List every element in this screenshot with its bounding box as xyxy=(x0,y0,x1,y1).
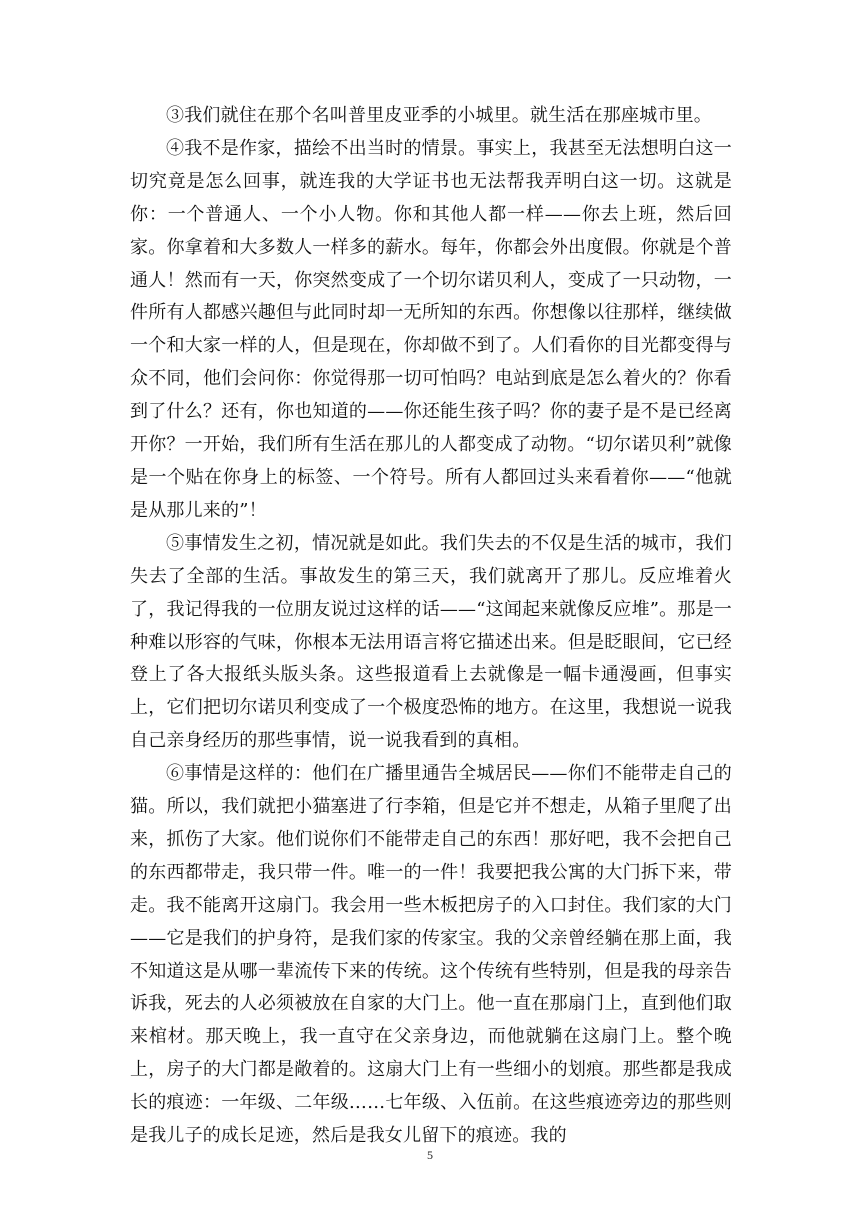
paragraph-6: ⑥事情是这样的：他们在广播里通告全城居民——你们不能带走自己的猫。所以，我们就把小猫塞进了行李箱，但是它并不想走，从箱子里爬了出来，抓伤了大家。他们说你们不能带走自己的东西！那好吧，我不会把自己的东西都带走，我只带一件。唯一的一件！我要把我公寓的大门拆下来，带走。我不能离开这扇门。我会用一些木板把房子的入口封住。我们家的大门——它是我们的护身符，是我们家的传家宝。我的父亲曾经躺在那上面，我不知道这是从哪一辈流传下来的传统。这个传统有些特别，但是我的母亲告诉我，死去的人必须被放在自家的大门上。他一直在那扇门上，直到他们取来棺材。那天晚上，我一直守在父亲身边，而他就躺在这扇门上。整个晚上，房子的大门都是敞着的。这扇大门上有一些细小的划痕。那些都是我成长的痕迹：一年级、二年级……七年级、入伍前。在这些痕迹旁边的那些则是我儿子的成长足迹，然后是我女儿留下的痕迹。我的 xyxy=(130,763,732,1147)
paragraph-4: ④我不是作家，描绘不出当时的情景。事实上，我甚至无法想明白这一切究竟是怎么回事，就连我的大学证书也无法帮我弄明白这一切。这就是你：一个普通人、一个小人物。你和其他人都一样——你去上班，然后回家。你拿着和大多数人一样多的薪水。每年，你都会外出度假。你就是个普通人！然而有一天，你突然变成了一个切尔诺贝利人，变成了一只动物，一件所有人都感兴趣但与此同时却一无所知的东西。你想像以往那样，继续做一个和大家一样的人，但是现在，你却做不到了。人们看你的目光都变得与众不同，他们会问你：你觉得那一切可怕吗？电站到底是怎么着火的？你看到了什么？还有，你也知道的——你还能生孩子吗？你的妻子是不是已经离开你？一开始，我们所有生活在那儿的人都变成了动物。“切尔诺贝利”就像是一个贴在你身上的标签、一个符号。所有人都回过头来看着你——“他就是从那儿来的”！ xyxy=(130,137,732,521)
page-number: 5 xyxy=(427,1148,433,1162)
body-text xyxy=(130,100,732,1153)
paragraph-5: ⑤事情发生之初，情况就是如此。我们失去的不仅是生活的城市，我们失去了全部的生活。事故发生的第三天，我们就离开了那儿。反应堆着火了，我记得我的一位朋友说过这样的话——“这闻起来就像反应堆”。那是一种难以形容的气味，你根本无法用语言将它描述出来。但是眨眼间，它已经登上了各大报纸头版头条。这些报道看上去就像是一幅卡通漫画，但事实上，它们把切尔诺贝利变成了一个极度恐怖的地方。在这里，我想说一说我自己亲身经历的那些事情，说一说我看到的真相。 xyxy=(130,532,732,752)
paragraph-3: ③我们就住在那个名叫普里皮亚季的小城里。就生活在那座城市里。 xyxy=(166,105,712,126)
